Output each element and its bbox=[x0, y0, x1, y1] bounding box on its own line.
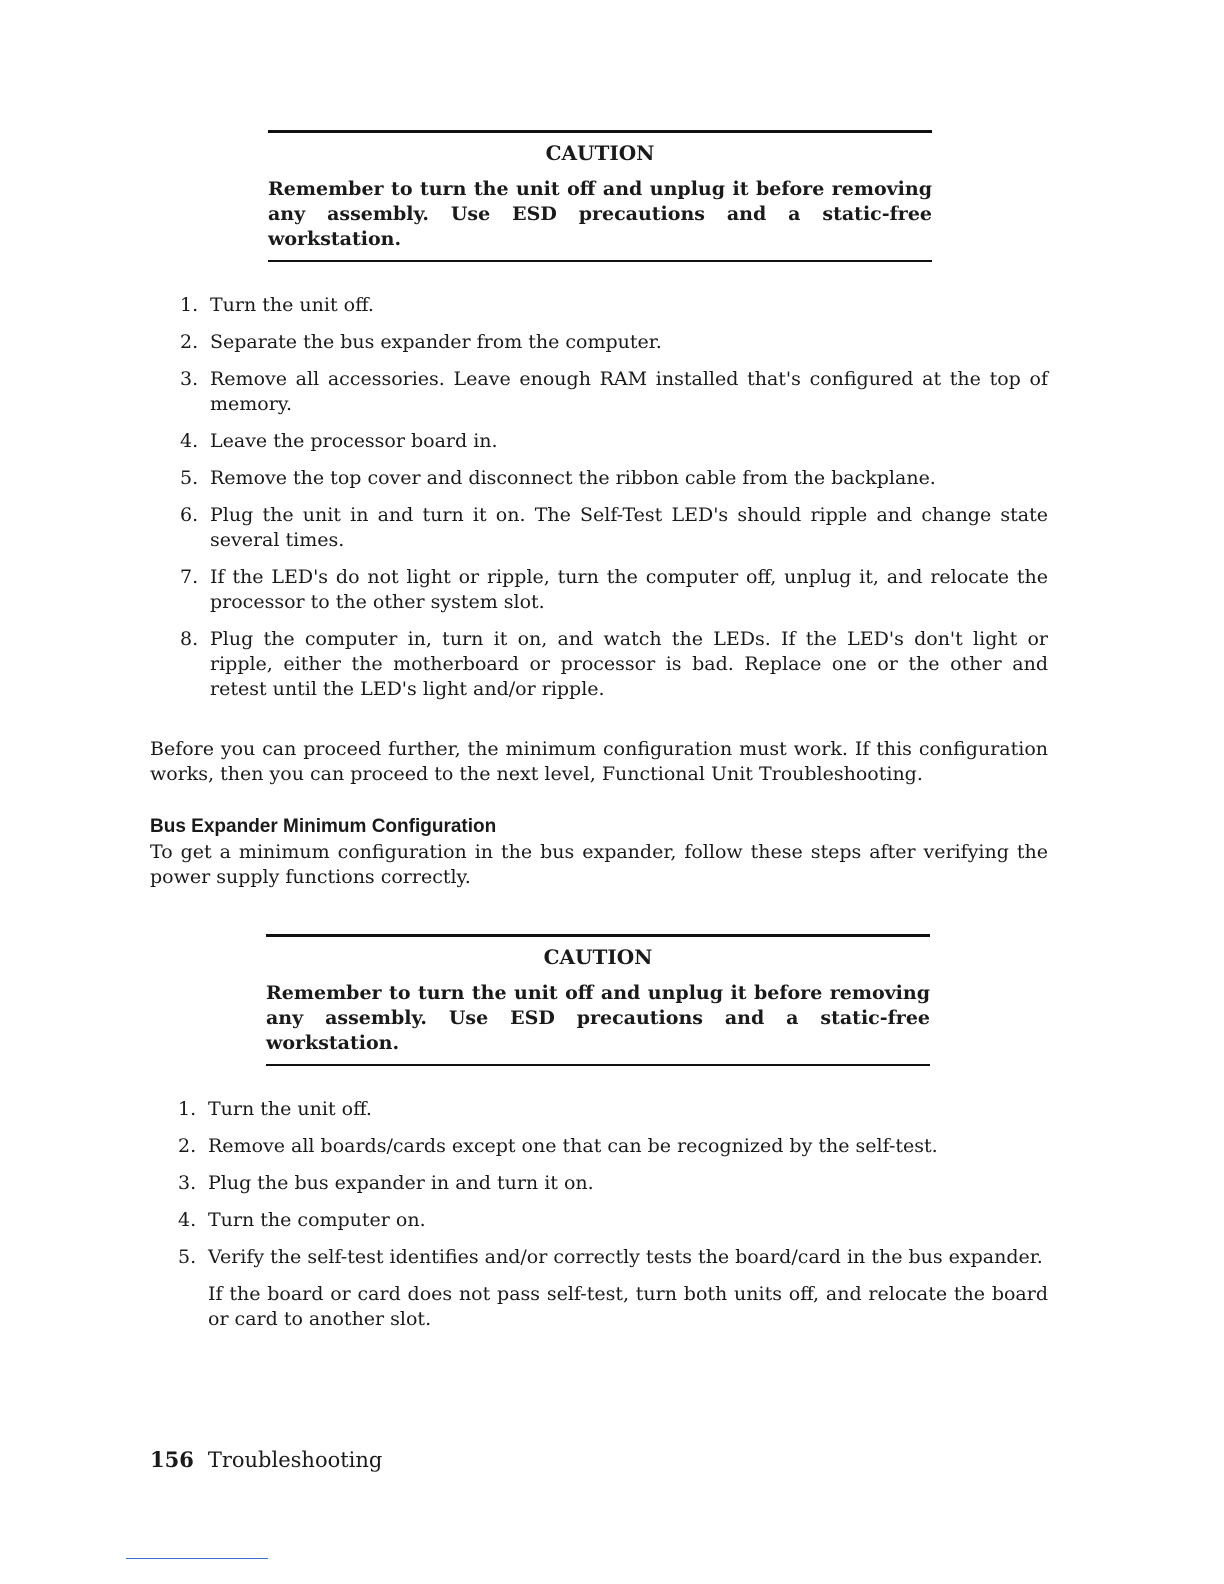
page-number: 156 bbox=[150, 1447, 194, 1472]
step-text: Plug the unit in and turn it on. The Self-Test LED's should ripple and change state several times. bbox=[210, 504, 1048, 551]
step-number: 1. bbox=[178, 1098, 197, 1120]
caution-box-1 bbox=[268, 130, 932, 262]
step-number: 5. bbox=[178, 1246, 197, 1268]
step-text: Turn the computer on. bbox=[208, 1209, 426, 1231]
step-text: Turn the unit off. bbox=[210, 294, 374, 316]
footer-section-name: Troubleshooting bbox=[207, 1448, 383, 1472]
step-number: 7. bbox=[180, 566, 199, 588]
list-item bbox=[180, 627, 1048, 702]
step-number: 6. bbox=[180, 504, 199, 526]
page-footer bbox=[150, 1446, 382, 1474]
caution-box-2 bbox=[266, 934, 930, 1066]
list-item bbox=[178, 1245, 1048, 1332]
bus-expander-steps-list bbox=[178, 1097, 1048, 1332]
list-item bbox=[178, 1171, 1048, 1196]
step-text: Verify the self-test identifies and/or correctly tests the board/card in the bus expander. bbox=[208, 1246, 1043, 1268]
list-item bbox=[180, 330, 1048, 355]
step-note: If the board or card does not pass self-test, turn both units off, and relocate the board or card to another slot. bbox=[208, 1283, 1048, 1330]
list-item bbox=[180, 503, 1048, 553]
processor-steps-list bbox=[180, 293, 1048, 702]
caution-top-rule bbox=[268, 130, 932, 133]
step-number: 2. bbox=[180, 331, 199, 353]
step-text: Remove all boards/cards except one that can be recognized by the self-test. bbox=[208, 1135, 938, 1157]
section-intro: To get a minimum configuration in the bus expander, follow these steps after verifying the power supply functions correctly. bbox=[150, 841, 1048, 888]
list-item bbox=[180, 565, 1048, 615]
list-item bbox=[180, 367, 1048, 417]
step-number: 2. bbox=[178, 1135, 197, 1157]
configuration-paragraph: Before you can proceed further, the minimum configuration must work. If this configuration works, then you can proceed to the next level, Functional Unit Troubleshooting. bbox=[150, 738, 1048, 785]
list-item bbox=[178, 1208, 1048, 1233]
caution-top-rule bbox=[266, 934, 930, 937]
step-text: Leave the processor board in. bbox=[210, 430, 498, 452]
caution-bottom-rule bbox=[268, 260, 932, 262]
list-item bbox=[178, 1134, 1048, 1159]
bottom-divider bbox=[126, 1558, 268, 1559]
section-heading: Bus Expander Minimum Configuration bbox=[150, 816, 497, 837]
step-number: 4. bbox=[180, 430, 199, 452]
caution-text: Remember to turn the unit off and unplug it before removing any assembly. Use ESD precautions and a static-free workstation. bbox=[268, 178, 932, 250]
caution-bottom-rule bbox=[266, 1064, 930, 1066]
step-number: 1. bbox=[180, 294, 199, 316]
caution-title: CAUTION bbox=[543, 945, 653, 969]
step-text: Plug the computer in, turn it on, and watch the LEDs. If the LED's don't light or ripple, either the motherboard or processor is bad. Replace one or the other and retest until the LED's light and/or ripple. bbox=[210, 628, 1048, 700]
list-item bbox=[178, 1097, 1048, 1122]
step-text: Turn the unit off. bbox=[208, 1098, 372, 1120]
list-item bbox=[180, 429, 1048, 454]
step-text: Separate the bus expander from the computer. bbox=[210, 331, 662, 353]
list-item bbox=[180, 293, 1048, 318]
step-text: Remove the top cover and disconnect the ribbon cable from the backplane. bbox=[210, 467, 936, 489]
caution-text: Remember to turn the unit off and unplug it before removing any assembly. Use ESD precautions and a static-free workstation. bbox=[266, 982, 930, 1054]
caution-title: CAUTION bbox=[545, 141, 655, 165]
step-number: 5. bbox=[180, 467, 199, 489]
step-number: 4. bbox=[178, 1209, 197, 1231]
step-number: 3. bbox=[180, 368, 199, 390]
step-text: If the LED's do not light or ripple, turn the computer off, unplug it, and relocate the processor to the other system slot. bbox=[210, 566, 1048, 613]
step-text: Plug the bus expander in and turn it on. bbox=[208, 1172, 594, 1194]
step-number: 8. bbox=[180, 628, 199, 650]
list-item bbox=[180, 466, 1048, 491]
step-text: Remove all accessories. Leave enough RAM installed that's configured at the top of memory. bbox=[210, 368, 1048, 415]
step-number: 3. bbox=[178, 1172, 197, 1194]
